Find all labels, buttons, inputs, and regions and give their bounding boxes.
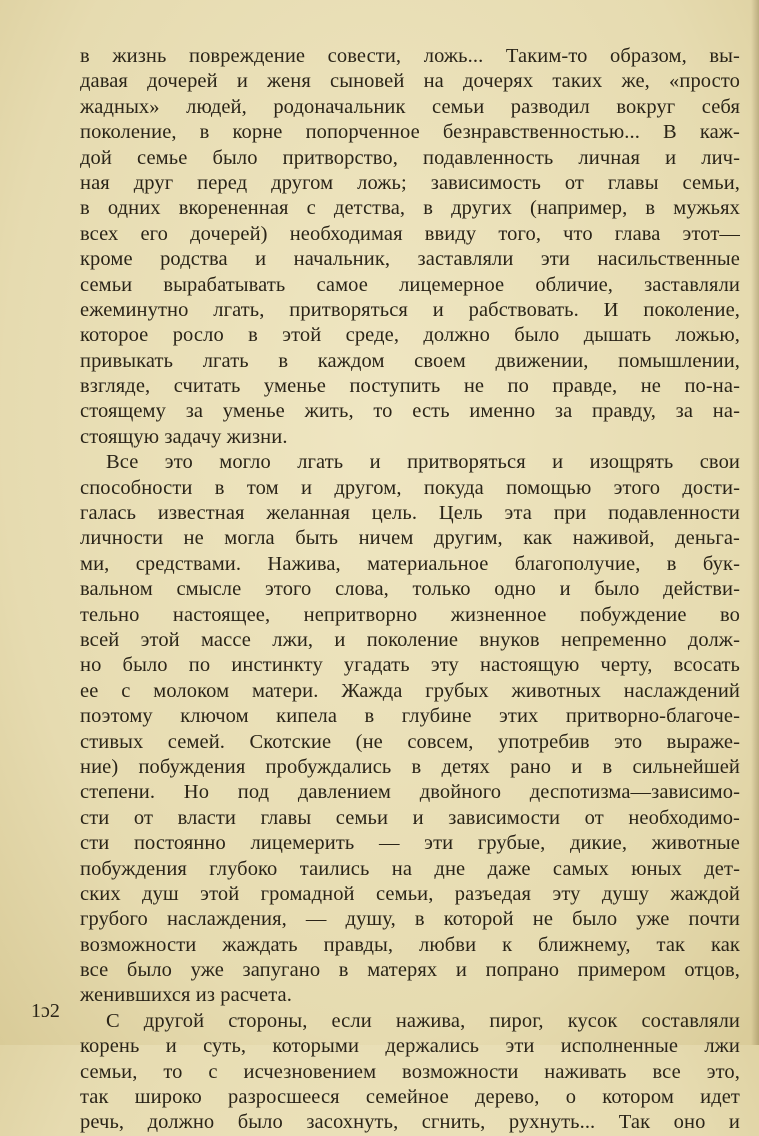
text-line: речь, должно было засохнуть, сгнить, рухнуть... Так оно и (80, 1111, 740, 1134)
text-line: жадных» людей, родоначальник семьи разводил вокруг себя (80, 95, 740, 118)
text-line: личности не могла быть ничем другим, как наживой, деньга- (80, 527, 740, 550)
text-line: ми, средствами. Нажива, материальное благополучие, в бук- (80, 552, 740, 575)
text-line: все было уже запугано в матерях и попрано примером отцов, (80, 959, 740, 982)
text-line: способности в том и другом, покуда помощью этого дости- (80, 476, 740, 499)
text-line: вальном смысле этого слова, только одно и было действи- (80, 578, 740, 601)
text-line: грубого наслаждения, — душу, в которой не было уже почти (80, 908, 740, 931)
text-line: ских душ этой громадной семьи, разъедая эту душу жаждой (80, 882, 740, 905)
page-edge-shadow (751, 0, 759, 1045)
page-text (80, 44, 740, 1136)
text-line: всех его дочерей) необходимая ввиду того, что глава этот— (80, 222, 740, 245)
text-line: возможности жаждать правды, любви к ближнему, так как (80, 933, 740, 956)
text-line: всей этой массе лжи, и поколение внуков непременно долж- (80, 628, 740, 651)
text-line: привыкать лгать в каждом своем движении, помышлении, (80, 349, 740, 372)
text-line: стивых семей. Скотские (не совсем, употребив это выраже- (80, 730, 740, 753)
text-line: сти постоянно лицемерить — эти грубые, дикие, животные (80, 832, 740, 855)
text-line: побуждения глубоко таились на дне даже самых юных дет- (80, 857, 740, 880)
text-line: ние) побуждения пробуждались в детях рано и в сильнейшей (80, 755, 740, 778)
text-line: стоящую задачу жизни. (80, 425, 288, 448)
text-line: корень и суть, которыми держались эти исполненные лжи (80, 1035, 740, 1058)
text-line: которое росло в этой среде, должно было дышать ложью, (80, 324, 740, 347)
text-line: так широко разросшееся семейное дерево, о котором идет (80, 1086, 740, 1109)
text-line: ная друг перед другом ложь; зависимость от главы семьи, (80, 171, 740, 194)
text-line: кроме родства и начальник, заставляли эти насильственные (80, 248, 740, 271)
text-line: тельно настоящее, непритворно жизненное побуждение во (80, 603, 740, 626)
text-line: ее с молоком матери. Жажда грубых животных наслаждений (80, 679, 740, 702)
text-line: ежеминутно лгать, притворяться и рабствовать. И поколение, (80, 298, 740, 321)
text-line: стоящему за уменье жить, то есть именно за правду, за на- (80, 400, 740, 423)
text-line: поколение, в корне попорченное безнравственностью... В каж- (80, 121, 740, 144)
text-line: взгляде, считать уменье поступить не по правде, не по-на- (80, 375, 740, 398)
text-line: дой семье было притворство, подавленность личная и лич- (80, 146, 740, 169)
text-line: семьи вырабатывать самое лицемерное обличие, заставляли (80, 273, 740, 296)
text-line: поэтому ключом кипела в глубине этих притворно-благоче- (80, 705, 740, 728)
text-line: в жизнь повреждение совести, ложь... Таким-то образом, вы- (80, 45, 740, 67)
text-line: степени. Но под давлением двойного деспотизма—зависимо- (80, 781, 740, 804)
text-line: Все это могло лгать и притворяться и изощрять свои (106, 451, 740, 474)
text-line: С другой стороны, если нажива, пирог, кусок составляли (106, 1009, 740, 1032)
page-number: 1ɔ2 (31, 1000, 60, 1022)
text-line: но было по инстинкту угадать эту настоящую черту, всосать (80, 654, 740, 677)
text-line: давая дочерей и женя сыновей на дочерях таких же, «просто (80, 70, 740, 93)
text-line: сти от власти главы семьи и зависимости от необходимо- (80, 806, 740, 829)
text-line: в одних вкорененная с детства, в других (например, в мужьях (80, 197, 740, 220)
text-line: галась известная желанная цель. Цель эта при подавленности (80, 502, 740, 525)
text-line: семьи, то с исчезновением возможности наживать все это, (80, 1060, 740, 1083)
text-line: женившихся из расчета. (80, 984, 292, 1007)
